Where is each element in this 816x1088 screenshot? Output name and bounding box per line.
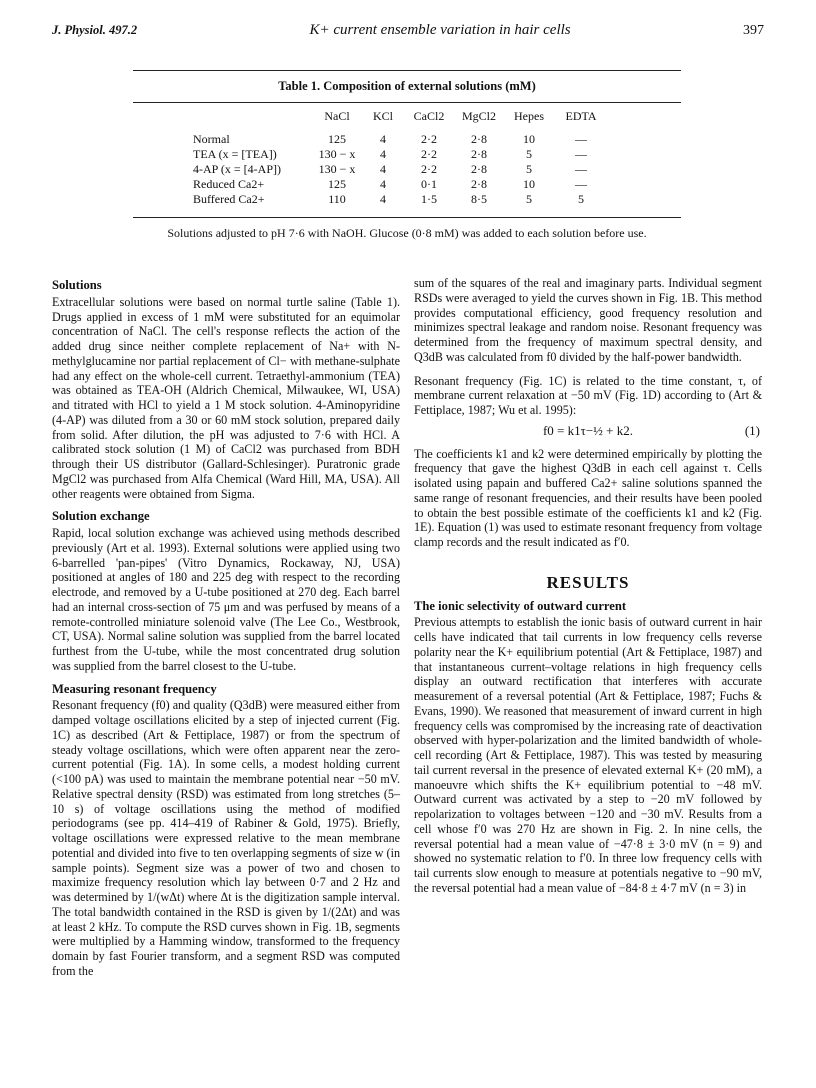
table-cell: 8·5: [471, 192, 487, 206]
table-header-row: [193, 103, 609, 132]
table-cell: —: [575, 162, 587, 176]
row-label: Reduced Ca2+: [193, 177, 265, 191]
table-bottom-rule: [133, 217, 681, 218]
table-cell: 0·1: [421, 177, 437, 191]
equation-1: [414, 424, 762, 439]
row-label: Normal: [193, 132, 230, 146]
table-cell: 5: [526, 162, 532, 176]
table-cell: 2·8: [471, 177, 487, 191]
row-label: Buffered Ca2+: [193, 192, 265, 206]
paragraph-ionic-selectivity: Previous attempts to establish the ionic basis of outward current in hair cells have indicated that tail currents in low frequency cells reverse polarity near the K+ equilibrium potential (Art & Fettiplace, 1987) and that instantaneous current–voltage relations in high frequency cells display an outward rectification that interferes with accurate measurement of a reversal potential (Art & Fettiplace, 1987; Fuchs & Evans, 1990). We reasoned that measurement of inward current in high frequency cells was compromised by the increasing rate of deactivation observed with hyper-polarization and the limited bandwidth of whole-cell recording (Art & Fettiplace, 1987). This was tested by measuring tail current reversal in the presence of elevated external K+ (20 mM), a manoeuvre which shifts the K+ equilibrium potential to −48 mV. Outward current was activated by a step to −20 mV followed by repolarization to voltages between −120 and −30 mV. Results from a cell whose f′0 was 270 Hz are shown in Fig. 2. In nine cells, the reversal potential had a mean value of −47·8 ± 3·0 mV (n = 9) and showed no systematic relation to f′0. In three low frequency cells with tail currents slow enough to measure at potentials negative to −90 mV, the reversal potential had a mean value of −84·8 ± 4·7 mV (n = 3) in: [414, 615, 762, 895]
row-label: TEA (x = [TEA]): [193, 147, 277, 161]
running-title: K+ current ensemble variation in hair cells: [309, 22, 571, 38]
table-cell: —: [575, 147, 587, 161]
column-header: CaCl2: [413, 109, 445, 123]
results-heading: RESULTS: [546, 572, 630, 592]
table-1: [133, 70, 681, 241]
paragraph-solution-exchange: Rapid, local solution exchange was achieved using methods described previously (Art et al. 1993). External solutions were applied using two 6-barrelled 'pan-pipes' (Vitro Dynamics, Rockaway, NJ, USA) positioned at angles of 180 and 225 deg with respect to the recording electrode, and removed by a U-tube positioned at 270 deg. Each barrel had an internal cross-section of 75 μm and was perfused by means of a remote-controlled miniature solenoid valve (The Lee Co., Westbrook, CT, USA). Normal saline solution was supplied from the barrel located furthest from the U-tube, while the most concentrated drug solution was supplied from the barrel closest to the U-tube.: [52, 526, 400, 673]
table-cell: 5: [578, 192, 584, 206]
row-label-header: [193, 103, 313, 132]
table-cell: 4: [380, 147, 386, 161]
left-column: [52, 278, 400, 987]
table-caption: Table 1. Composition of external solutions (mM): [278, 79, 536, 93]
column-header: NaCl: [324, 109, 350, 123]
composition-table: [193, 103, 609, 207]
journal-name: J. Physiol. 497.2: [52, 23, 138, 37]
table-cell: 2·2: [421, 132, 437, 146]
table-cell: 110: [328, 192, 346, 206]
row-label: 4-AP (x = [4-AP]): [193, 162, 281, 176]
table-row: [193, 177, 609, 192]
table-cell: 2·8: [471, 147, 487, 161]
table-row: [193, 147, 609, 162]
table-row: [193, 132, 609, 147]
section-heading-solution-exchange: Solution exchange: [52, 509, 150, 524]
table-cell: 2·2: [421, 162, 437, 176]
paragraph-solutions: Extracellular solutions were based on normal turtle saline (Table 1). Drugs applied in excess of 1 mM were substituted for an equimolar concentration of NaCl. The cell's response reflects the action of the added drug since neither complete replacement of Na+ with N-methylglucamine nor partial replacement of Cl− with methane-sulphate had any effect on the whole-cell current. Tetraethyl-ammonium (TEA) was obtained as TEA-OH (Aldrich Chemical, Milwaukee, WI, USA) and titrated with HCl to yield a 1 M stock solution. 4-Aminopyridine (4-AP) was diluted from a 30 or 60 mM stock solution, prepared daily from solid. After dilution, the pH was adjusted to 7·6 with HCl. A calibrated stock solution (1 M) of CaCl2 was purchased from BDH through their US distributor (Gallard-Schlesinger). Puratronic grade MgCl2 was purchased from Alfa Chemical (Ward Hill, MA, USA). All other reagents were obtained from Sigma.: [52, 294, 400, 501]
section-heading-solutions: Solutions: [52, 278, 102, 292]
table-cell: 4: [380, 162, 386, 176]
column-header: Hepes: [514, 109, 544, 123]
table-cell: 2·8: [471, 162, 487, 176]
right-column: [414, 276, 762, 904]
column-header: KCl: [372, 109, 393, 123]
paragraph-relation: Resonant frequency (Fig. 1C) is related to the time constant, τ, of membrane current relaxation at −50 mV (Fig. 1D) according to (Art & Fettiplace, 1987; Wu et al. 1995):: [414, 373, 762, 417]
page-number: 397: [743, 23, 764, 38]
table-row: [193, 192, 609, 207]
paragraph-continued: sum of the squares of the real and imaginary parts. Individual segment RSDs were averaged to yield the curves shown in Fig. 1B. This method provides computational efficiency, good frequency resolution and minimizes spectral leakage and random noise. Resonant frequency was determined from the frequency of maximum spectral density, and Q3dB was calculated from f0 divided by the half-power bandwidth.: [414, 276, 762, 364]
table-cell: 4: [380, 132, 386, 146]
table-cell: 4: [380, 192, 386, 206]
table-cell: 2·8: [471, 132, 487, 146]
table-cell: —: [575, 132, 587, 146]
table-row: [193, 162, 609, 177]
equation-body: f0 = k1τ−½ + k2.: [542, 422, 634, 438]
section-heading-resonant-frequency: Measuring resonant frequency: [52, 681, 217, 696]
table-cell: 10: [523, 132, 535, 146]
column-header: EDTA: [565, 109, 597, 123]
table-top-rule: [133, 70, 681, 71]
table-cell: 5: [526, 192, 532, 206]
paragraph-resonant-frequency: Resonant frequency (f0) and quality (Q3dB) were measured either from damped voltage oscillations elicited by a step of injected current (Fig. 1C) as described (Art & Fettiplace, 1987) or from the spectrum of steady voltage oscillations, which were often apparent near the zero-current potential (Fig. 1A). In some cells, a modest holding current (<100 pA) was used to maintain the membrane potential near −50 mV. Relative spectral density (RSD) was estimated from long stretches (5–10 s) of voltage oscillations using the method of modified periodograms (see pp. 414–419 of Rabiner & Gold, 1975). Briefly, voltage oscillations were expressed relative to the mean membrane potential and divided into five to ten overlapping segments of size w (in sample points). Segment size was a power of two and chosen to maximize frequency resolution which lay between 0·7 and 2 Hz and was determined by 1/(wΔt) where Δt is the digitization sample interval. The total bandwidth contained in the RSD is given by 1/(2Δt) and was at least 2 kHz. To compute the RSD curves shown in Fig. 1B, segments were multiplied by a Hamming window, transformed to the frequency domain by fast Fourier transform, and a segment RSD was computed from the: [52, 698, 400, 978]
table-cell: 1·5: [421, 192, 437, 206]
table-cell: 130 − x: [318, 147, 356, 161]
table-cell: 2·2: [421, 147, 437, 161]
column-header: MgCl2: [461, 109, 496, 123]
section-heading-ionic-selectivity: The ionic selectivity of outward current: [414, 598, 627, 613]
equation-number: (1): [744, 422, 760, 438]
table-cell: 125: [328, 132, 346, 146]
table-note: Solutions adjusted to pH 7·6 with NaOH. Glucose (0·8 mM) was added to each solution before use.: [167, 226, 647, 240]
table-cell: 4: [380, 177, 386, 191]
paragraph-coefficients: The coefficients k1 and k2 were determined empirically by plotting the frequency that gave the highest Q3dB in each cell against τ. Cells isolated using papain and buffered Ca2+ saline solutions spanned the same range of resonant frequencies, and their results have been pooled to obtain the best possible estimate of the coefficients k1 and k2 (Fig. 1E). Equation (1) was used to estimate resonant frequency from voltage clamp records and the result indicated as f′0.: [414, 446, 762, 549]
table-cell: —: [575, 177, 587, 191]
table-cell: 130 − x: [318, 162, 356, 176]
running-head: [52, 22, 764, 42]
table-cell: 5: [526, 147, 532, 161]
table-cell: 125: [328, 177, 346, 191]
table-cell: 10: [523, 177, 535, 191]
